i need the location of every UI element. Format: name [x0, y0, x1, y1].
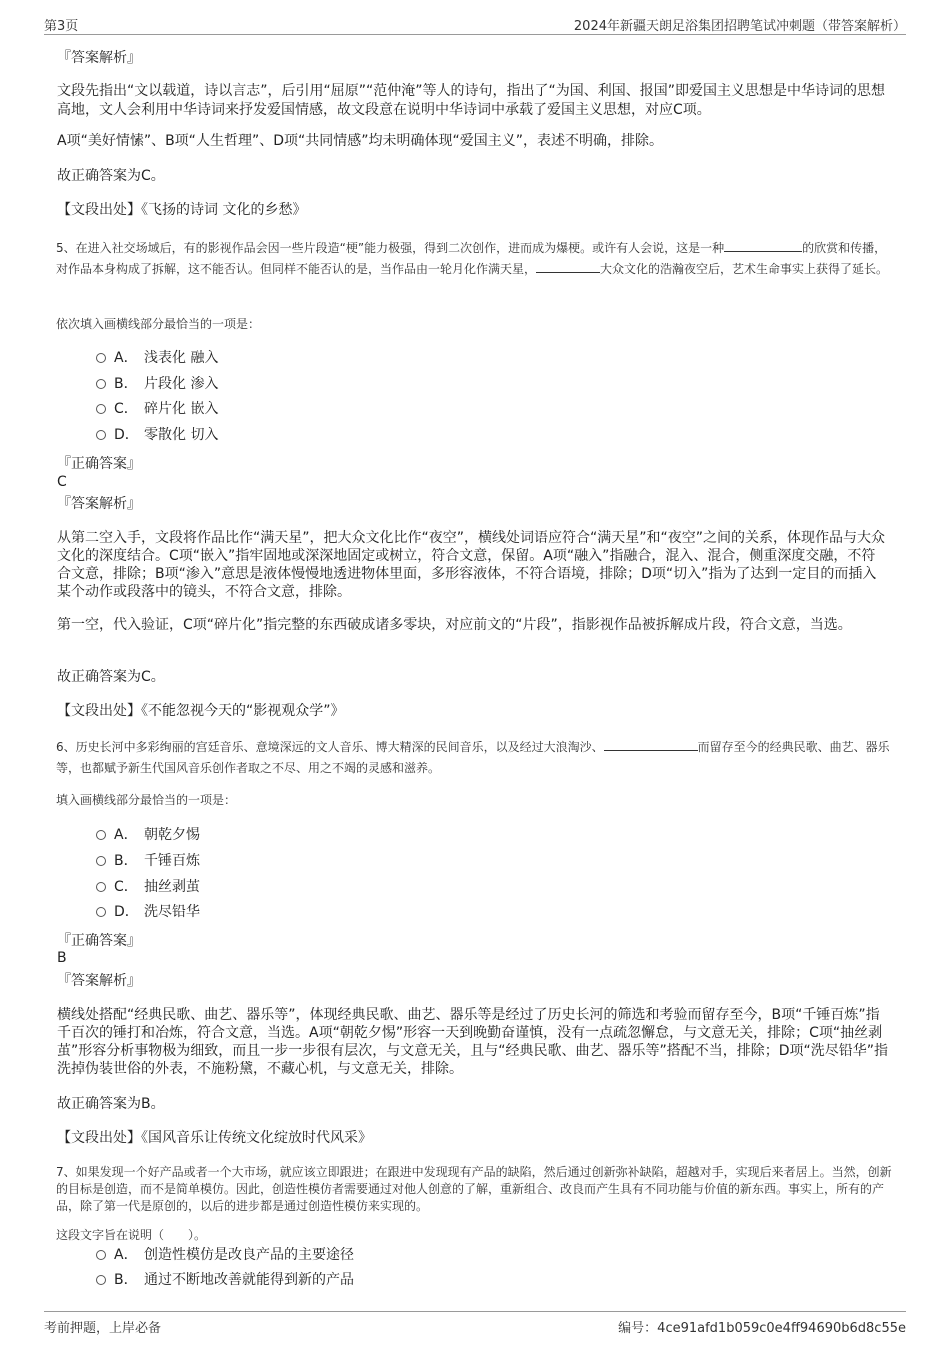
footer-slogan: 考前押题，上岸必备 — [44, 1321, 162, 1336]
q6-correct-label: 『正确答案』 — [57, 933, 141, 949]
q4-source: 【文段出处】《飞扬的诗词 文化的乡愁》 — [57, 202, 307, 218]
footer-id: 编号：4ce91afd1b059c0e4ff94690b6d8c55e — [618, 1321, 906, 1336]
q6-blank — [604, 737, 698, 751]
page-number: 第3页 — [44, 19, 79, 34]
radio-icon[interactable] — [96, 907, 106, 917]
radio-icon[interactable] — [96, 430, 106, 440]
q5-option-c[interactable]: C． 碎片化 嵌入 — [96, 398, 218, 420]
q5-correct-answer: C — [57, 474, 67, 490]
q5-analysis-p2: 第一空，代入验证，C项“碎片化”指完整的东西破成诸多零块，对应前文的“片段”，指影视作品被拆解成片段，符合文意，当选。 — [57, 617, 852, 633]
q5-analysis-p1: 从第二空入手，文段将作品比作“满天星”，把大众文化比作“夜空”，横线处词语应符合“满天星”和“夜空”之间的关系，体现作品与大众文化的深度结合。C项“嵌入”指牢固地或深深地固定或树立，符合文意，保留。A项“融入”指融合，混入、混合，侧重深度交融，不符合文意，排除；B项“渗入”意思是液体慢慢地透进物体里面，多形容液体，不符合语境，排除；D项“切入”指为了达到一定目的而插入某个动作或段落中的镜头，不符合文意，排除。 — [57, 530, 886, 600]
radio-icon[interactable] — [96, 882, 106, 892]
q5-source: 【文段出处】《不能忽视今天的“影视观众学”》 — [57, 703, 345, 719]
q6-conclusion: 故正确答案为B。 — [57, 1096, 165, 1112]
radio-icon[interactable] — [96, 353, 106, 363]
q5-option-a[interactable]: A． 浅表化 融入 — [96, 347, 218, 369]
page-footer — [44, 1311, 906, 1338]
radio-icon[interactable] — [96, 1275, 106, 1285]
page-header — [44, 14, 906, 35]
radio-icon[interactable] — [96, 404, 106, 414]
q7-instruction: 这段文字旨在说明（ ）。 — [56, 1228, 207, 1242]
q7-option-a[interactable]: A． 创造性模仿是改良产品的主要途径 — [96, 1244, 354, 1266]
document-title: 2024年新疆天朗足浴集团招聘笔试冲刺题（带答案解析） — [573, 19, 906, 34]
q6-option-d[interactable]: D． 洗尽铅华 — [96, 901, 200, 923]
q5-correct-label: 『正确答案』 — [57, 456, 141, 472]
q4-conclusion: 故正确答案为C。 — [57, 168, 165, 184]
q6-source: 【文段出处】《国风音乐让传统文化绽放时代风采》 — [57, 1130, 372, 1146]
q6-instruction: 填入画横线部分最恰当的一项是： — [56, 793, 237, 807]
q5-conclusion: 故正确答案为C。 — [57, 669, 165, 685]
q4-analysis-p2: A项“美好情愫”、B项“人生哲理”、D项“共同情感”均未明确体现“爱国主义”，表述不明确，排除。 — [57, 133, 663, 149]
q5-blank-2 — [536, 259, 600, 273]
radio-icon[interactable] — [96, 1250, 106, 1260]
radio-icon[interactable] — [96, 856, 106, 866]
q5-stem: 5、在进入社交场域后，有的影视作品会因一些片段造“梗”能力极强，得到二次创作，进而成为爆梗。或许有人会说，这是一种 的欣赏和传播，对作品本身构成了拆解，这不能否认。但同样不能否认的是，当作品由一轮月化作满天星， 大众文化的浩瀚夜空后，艺术生命事实上获得了延长。 — [56, 238, 892, 280]
radio-icon[interactable] — [96, 830, 106, 840]
q6-analysis-label: 『答案解析』 — [57, 973, 141, 989]
q7-option-b[interactable]: B． 通过不断地改善就能得到新的产品 — [96, 1269, 354, 1291]
q4-analysis-label: 『答案解析』 — [57, 50, 141, 66]
q7-stem: 7、如果发现一个好产品或者一个大市场，就应该立即跟进；在跟进中发现现有产品的缺陷，然后通过创新弥补缺陷，超越对手，实现后来者居上。当然，创新的目标是创造，而不是简单模仿。因此，创造性模仿者需要通过对他人创意的了解，重新组合、改良而产生具有不同功能与价值的新东西。事实上，所有的产品，除了第一代是原创的，以后的进步都是通过创造性模仿来实现的。 — [56, 1165, 892, 1213]
q5-analysis-label: 『答案解析』 — [57, 496, 141, 512]
q5-option-b[interactable]: B． 片段化 渗入 — [96, 373, 218, 395]
q6-analysis-p1: 横线处搭配“经典民歌、曲艺、器乐等”，体现经典民歌、曲艺、器乐等是经过了历史长河的筛选和考验而留存至今，B项“千锤百炼”指千百次的锤打和冶炼，符合文意，当选。A项“朝乾夕惕”形容一天到晚勤奋谨慎，没有一点疏忽懈怠，与文意无关，排除；C项“抽丝剥茧”形容分析事物极为细致，而且一步一步很有层次，与文意无关，且与“经典民歌、曲艺、器乐等”搭配不当，排除；D项“洗尽铅华”指洗掉伪装世俗的外表，不施粉黛，不藏心机，与文意无关，排除。 — [57, 1007, 889, 1077]
radio-icon[interactable] — [96, 379, 106, 389]
q6-stem: 6、历史长河中多彩绚丽的宫廷音乐、意境深远的文人音乐、博大精深的民间音乐，以及经过大浪淘沙、 而留存至今的经典民歌、曲艺、器乐等，也都赋予新生代国风音乐创作者取之不尽、用之不竭的灵感和滋养。 — [56, 737, 892, 779]
q5-blank-1 — [724, 238, 802, 252]
q6-option-c[interactable]: C． 抽丝剥茧 — [96, 876, 200, 898]
q6-correct-answer: B — [57, 950, 67, 966]
q5-instruction: 依次填入画横线部分最恰当的一项是： — [56, 317, 261, 331]
q6-option-b[interactable]: B． 千锤百炼 — [96, 850, 200, 872]
q5-option-d[interactable]: D． 零散化 切入 — [96, 424, 218, 446]
q6-option-a[interactable]: A． 朝乾夕惕 — [96, 824, 200, 846]
q4-analysis-p1: 文段先指出“文以载道，诗以言志”，后引用“屈原”“范仲淹”等人的诗句，指出了“为国、利国、报国”即爱国主义思想是中华诗词的思想高地，文人会利用中华诗词来抒发爱国情感，故文段意在说明中华诗词中承载了爱国主义思想，对应C项。 — [57, 83, 886, 118]
